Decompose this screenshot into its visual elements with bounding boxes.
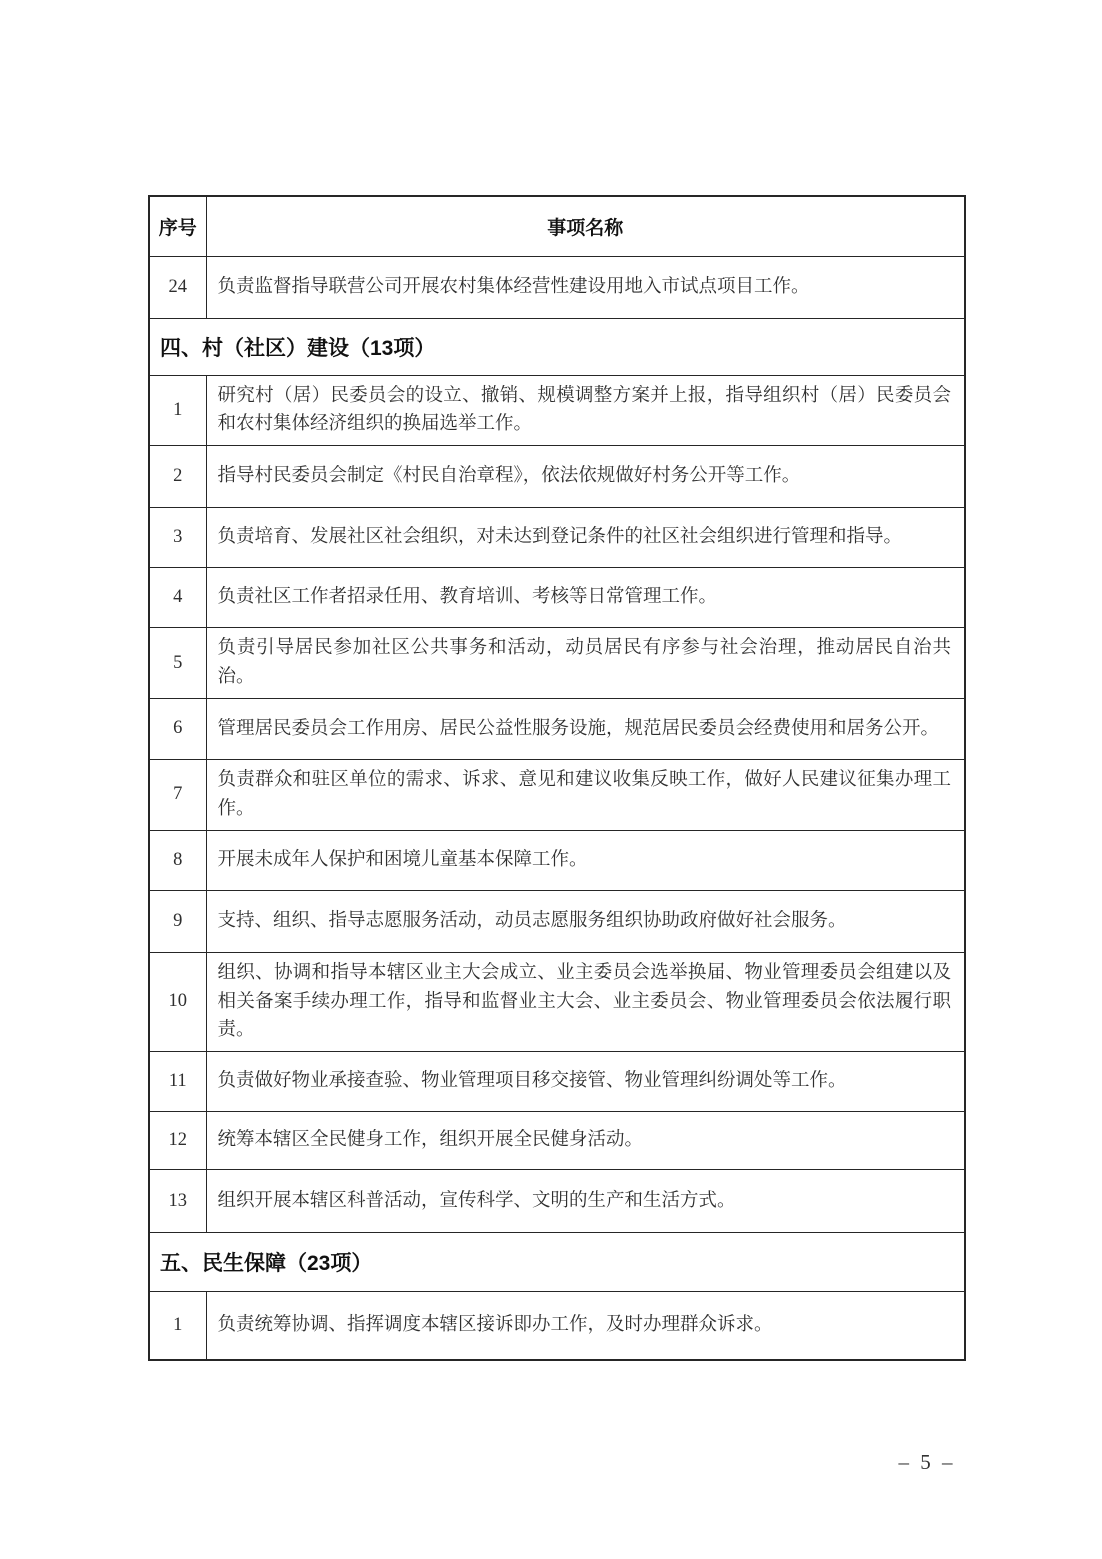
header-serial-cell: 序号 [149,196,206,256]
table-row [149,568,965,628]
task-cell: 负责引导居民参加社区公共事务和活动，动员居民有序参与社会治理，推动居民自治共治。 [206,628,965,699]
serial-cell: 9 [149,890,206,952]
task-cell: 统筹本辖区全民健身工作，组织开展全民健身活动。 [206,1112,965,1170]
table-header-row [149,196,965,256]
table-row [149,1170,965,1233]
task-cell: 负责统筹协调、指挥调度本辖区接诉即办工作，及时办理群众诉求。 [206,1292,965,1360]
serial-cell: 8 [149,830,206,890]
task-cell: 组织、协调和指导本辖区业主大会成立、业主委员会选举换届、物业管理委员会组建以及相关备案手续办理工作，指导和监督业主大会、业主委员会、物业管理委员会依法履行职责。 [206,952,965,1052]
task-cell: 指导村民委员会制定《村民自治章程》，依法依规做好村务公开等工作。 [206,446,965,508]
serial-cell: 1 [149,1292,206,1360]
serial-cell: 13 [149,1170,206,1233]
table-row [149,446,965,508]
table-row [149,952,965,1052]
task-cell: 研究村（居）民委员会的设立、撤销、规模调整方案并上报，指导组织村（居）民委员会和农村集体经济组织的换届选举工作。 [206,375,965,446]
serial-cell: 6 [149,698,206,759]
task-cell: 负责培育、发展社区社会组织，对未达到登记条件的社区社会组织进行管理和指导。 [206,508,965,568]
table-row [149,1052,965,1112]
serial-cell: 1 [149,375,206,446]
serial-cell: 4 [149,568,206,628]
serial-cell: 2 [149,446,206,508]
serial-cell: 5 [149,628,206,699]
task-cell: 负责社区工作者招录任用、教育培训、考核等日常管理工作。 [206,568,965,628]
header-name-cell: 事项名称 [206,196,965,256]
serial-cell: 24 [149,256,206,318]
table-row [149,830,965,890]
serial-cell: 3 [149,508,206,568]
table-row [149,256,965,318]
task-cell: 开展未成年人保护和困境儿童基本保障工作。 [206,830,965,890]
table-row [149,1112,965,1170]
serial-cell: 12 [149,1112,206,1170]
table-row [149,759,965,830]
serial-cell: 11 [149,1052,206,1112]
task-cell: 管理居民委员会工作用房、居民公益性服务设施，规范居民委员会经费使用和居务公开。 [206,698,965,759]
task-cell: 负责监督指导联营公司开展农村集体经营性建设用地入市试点项目工作。 [206,256,965,318]
task-cell: 组织开展本辖区科普活动，宣传科学、文明的生产和生活方式。 [206,1170,965,1233]
table-row [149,375,965,446]
serial-cell: 10 [149,952,206,1052]
task-cell: 负责群众和驻区单位的需求、诉求、意见和建议收集反映工作，做好人民建议征集办理工作。 [206,759,965,830]
duty-table [148,195,966,1361]
serial-cell: 7 [149,759,206,830]
page-number: – 5 – [898,1450,956,1474]
task-cell: 负责做好物业承接查验、物业管理项目移交接管、物业管理纠纷调处等工作。 [206,1052,965,1112]
table-row [149,698,965,759]
table-row [149,628,965,699]
section-title-cell: 五、民生保障（23项） [149,1233,965,1292]
section-title-cell: 四、村（社区）建设（13项） [149,318,965,375]
table-row [149,1292,965,1360]
table-section-row [149,1233,965,1292]
table-row [149,890,965,952]
table-row [149,508,965,568]
table-section-row [149,318,965,375]
task-cell: 支持、组织、指导志愿服务活动，动员志愿服务组织协助政府做好社会服务。 [206,890,965,952]
